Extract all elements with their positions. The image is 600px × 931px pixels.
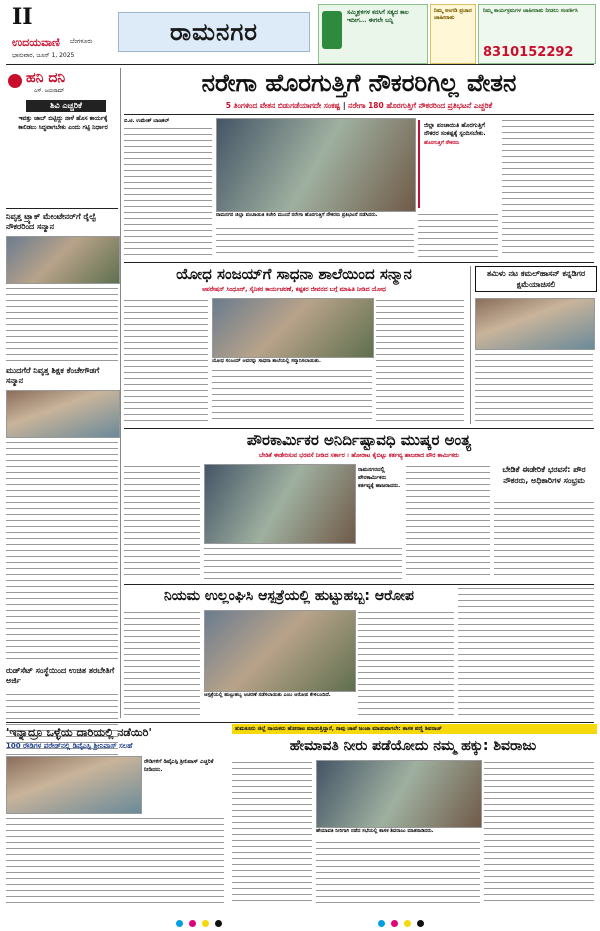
lead-headline: ನರೇಗಾ ಹೊರಗುತ್ತಿಗೆ ನೌಕರರಿಗಿಲ್ಲ ವೇತನ <box>201 69 517 97</box>
ad-shop <box>430 4 476 64</box>
ticker-title: ಶಿವಿ ಎಚ್ಚರಿಕೆ <box>26 100 106 112</box>
section-title: ರಾಮನಗರ <box>169 18 259 46</box>
print-registration-marks <box>0 912 600 924</box>
lead-subhead: 5 ತಿಂಗಳಿಂದ ವೇತನ ಬಿಡುಗಡೆಯಾಗದೇ ಸಂಕಷ್ಟ | ನರೇಗಾ 180 ಹೊರಗುತ್ತಿಗೆ ನೌಕರರಿಂದ ಪ್ರತಿಭಟನೆ ಎಚ್ಚರಿಕೆ <box>225 101 493 110</box>
yoda-photo-caption: ಯೋಧ ಸಂಜಯ್ ಅವರನ್ನು ಸಾಧನಾ ಶಾಲೆಯಲ್ಲಿ ಸನ್ಮಾನಿಸಲಾಯಿತು. <box>212 358 321 364</box>
lead-pullquote: ಜಿಲ್ಲಾ ಪಂಚಾಯಿತಿ ಹೊರಗುತ್ತಿಗೆ ನೌಕರರ ಸಂಕಷ್ಟಕ್ಕೆ ಸ್ಪಂದಿಸಬೇಕು. <box>424 122 486 137</box>
bottom-left-headline: 'ಇನ್ನಾದ್ರೂ ಒಳ್ಳೆಯ ದಾರಿಯಲ್ಲಿ ನಡೆಯಿರಿ' <box>6 726 152 739</box>
brand-title: ಹನಿ ದನಿ <box>26 70 66 86</box>
paura-side-quote: ರಾಮನಗರದಲ್ಲಿ ಪೌರಕಾರ್ಮಿಕರು ಕರ್ತವ್ಯಕ್ಕೆ ಹಾಜರಾದರು. <box>358 467 401 489</box>
lead-subhead-left: 5 ತಿಂಗಳಿಂದ ವೇತನ ಬಿಡುಗಡೆಯಾಗದೇ ಸಂಕಷ್ಟ <box>225 101 341 110</box>
paura-photo <box>204 464 356 544</box>
paura-subhead: ಬೇಡಿಕೆ ಈಡೇರಿಸುವ ಭರವಸೆ ನೀಡಿದ ಸರ್ಕಾರ । ಹೋರಾಟ ಕೈಬಿಟ್ಟು ಕರ್ತವ್ಯ ಹಾಜರಾದ ಪೌರ ಕಾರ್ಮಿಕರು <box>259 452 459 459</box>
page-number: II <box>12 4 33 30</box>
ad-text: ನಿಮ್ಮ ಕಾರ್ಯಕ್ರಮಗಳ ಜಾಹೀರಾತು ನೀಡಲು ಸಂಪರ್ಕಿಸಿ <box>483 8 578 14</box>
ad-text: ಸಮ್ಮಿಶ್ರಳಿಗಳ ಕನಸಿಗೆ ಸತ್ಯದ ಕಾಲ ಇದೀಗ... ಈಗಲೇ ಬನ್ನಿ <box>347 9 409 24</box>
hospital-photo <box>204 610 356 692</box>
bottom-left-subhead: 100 ರೌಡಿಗಳ ಪರೇಡ್‌ನಲ್ಲಿ ಡಿವೈಎಸ್ಪಿ ಶ್ರೀನಿವಾಸ್ ಸಲಹೆ <box>6 742 133 750</box>
lead-pullquote-box <box>418 120 500 208</box>
hospital-headline: ನಿಯಮ ಉಲ್ಲಂಘಿಸಿ ಆಸ್ಪತ್ರೆಯಲ್ಲಿ ಹುಟ್ಟುಹಬ್ಬ: ಆರೋಪ <box>163 588 415 604</box>
section-band <box>118 12 310 52</box>
paper-name: ಉದಯವಾಣಿ <box>12 36 60 49</box>
story3-title: ರುಡ್‌ಸೆಟ್ ಸಂಸ್ಥೆಯಿಂದ ಉಚಿತ ತರಬೇತಿಗೆ ಅರ್ಜಿ <box>6 666 115 685</box>
kamal-headline: ತಮಿಳು ನಟ ಕಮಲ್‌ಹಾಸನ್ ಕನ್ನಡಿಗರ ಕ್ಷಮೆಯಾಚಿಸಲಿ <box>475 266 597 292</box>
story2-title: ಮುದಗೆರೆ ನಿವೃತ್ತ ಶಿಕ್ಷಕ ಕೆಂಚೇಗೌಡಗೆ ಸನ್ಮಾನ <box>6 366 100 385</box>
yoda-photo <box>212 298 374 358</box>
bedike-headline: ಬೇಡಿಕೆ ಈಡೇರಿಕೆ ಭರವಸೆ: ಪೌರ ನೌಕರರು, ಅಧಿಕಾರಿಗಳ ಸಂಭ್ರಮ <box>502 465 586 485</box>
bottom-right-headline: ಹೇಮಾವತಿ ನೀರು ಪಡೆಯೋದು ನಮ್ಮ ಹಕ್ಕು: ಶಿವರಾಜು <box>289 738 537 754</box>
bottom-right-photo <box>316 760 482 828</box>
bottom-left-photo <box>6 756 142 814</box>
brand-byline: ಎಸ್. ಜಯರಾಮ್ <box>34 88 65 94</box>
phone-icon <box>322 11 342 49</box>
paura-headline: ಪೌರಕಾರ್ಮಿಕರ ಅನಿರ್ದಿಷ್ಟಾವಧಿ ಮುಷ್ಕರ ಅಂತ್ಯ <box>246 431 472 449</box>
heart-icon <box>8 74 22 88</box>
hospital-photo-caption: ಆಸ್ಪತ್ರೆಯಲ್ಲಿ ಹುಟ್ಟುಹಬ್ಬ ಆಚರಣೆ ನಡೆಸಲಾಯಿತು ಎಂಬ ಆರೋಪ ಕೇಳಿಬಂದಿದೆ. <box>204 692 331 698</box>
ad-phone-number: 8310152292 <box>483 45 574 60</box>
edition: ಬೆಂಗಳೂರು <box>70 38 93 45</box>
brand-box <box>6 68 118 98</box>
yoda-subhead: ಆಪರೇಷನ್ ಸಿಂಧೂರ್, ಸೈನಿಕರ ಕಾರ್ಯಚರಣೆ, ಕಷ್ಟಕರ ಜೀವನದ ಬಗ್ಗೆ ಮಾಹಿತಿ ನೀಡಿದ ಯೋಧ <box>202 286 386 293</box>
bottom-right-photo-caption: ಹೇಮಾವತಿ ನೀರಿಗಾಗಿ ನಡೆದ ಸಭೆಯಲ್ಲಿ ಶಾಸಕ ಶಿವರಾಜು ಮಾತನಾಡಿದರು. <box>316 828 434 834</box>
masthead <box>0 0 600 66</box>
ad-phone-app <box>318 4 428 64</box>
lead-byline: ಬಿ.ಟಿ. ಉಮೇಶ್ ಬಾಣಕಲ್ <box>124 118 170 124</box>
kamal-photo <box>475 298 595 350</box>
bottom-right-kicker: ತುಮಕೂರು ಜಿಲ್ಲೆ ನಾಯಕರು ಹೋರಾಟ ಮಾಡುತ್ತಿದ್ದಾರೆ, ನಾವು ಚಾಪೆ ಜಂಜಾ ಮಾಡುವಾಗಲೇ: ಶಾಸಕ ಪಣ್ಣಿ ಶಿವರಾಜ್ <box>232 724 597 734</box>
bottom-left-quote: ರೌಡಿಗಳಿಗೆ ಡಿವೈಎಸ್ಪಿ ಶ್ರೀನಿವಾಸ್ ಎಚ್ಚರಿಕೆ ನೀಡಿದರು. <box>144 759 214 773</box>
lead-photo <box>216 118 416 212</box>
lead-pullquote-attr: ಹೊರಗುತ್ತಿಗೆ ನೌಕರರು <box>424 140 460 146</box>
lead-photo-caption: ರಾಮನಗರ ಜಿಲ್ಲಾ ಪಂಚಾಯಿತಿ ಕಚೇರಿ ಮುಂದೆ ನರೇಗಾ ಹೊರಗುತ್ತಿಗೆ ನೌಕರರು ಪ್ರತಿಭಟನೆ ನಡೆಸಿದರು. <box>216 212 378 218</box>
story1-photo <box>6 236 120 284</box>
issue-date: ಭಾನುವಾರ, ಜೂನ್ 1, 2025 <box>12 52 75 59</box>
story1-title: ನಿವೃತ್ತ ಟ್ರ್ಯಾಕ್ ಮೇಂಟೇನರ್‌ಗೆ ರೈಲ್ವೆ ನೌಕರರಿಂದ ಸನ್ಮಾನ <box>6 212 97 231</box>
ticker-text: ಇವತ್ತು ಜಾಬ್ ಬಿಟ್ಟಿದ್ದು ನಾಳೆ ಹೊಸ ಕಾರ್ಯಕ್ಕೆ ಕಾಲಿಡಲು ಸಿದ್ಧವಾಗಬೇಕು ಎಂದು ಗಟ್ಟಿ ನಿರ್ಧಾರ <box>18 115 108 131</box>
bedike-box <box>494 464 594 580</box>
kamal-box <box>470 266 595 424</box>
lead-subhead-right: ನರೇಗಾ 180 ಹೊರಗುತ್ತಿಗೆ ನೌಕರರಿಂದ ಪ್ರತಿಭಟನೆ ಎಚ್ಚರಿಕೆ <box>348 101 493 110</box>
story2-photo <box>6 390 120 438</box>
yoda-headline: ಯೋಧ ಸಂಜಯ್‌ಗೆ ಸಾಧನಾ ಶಾಲೆಯಿಂದ ಸನ್ಮಾನ <box>176 265 412 283</box>
ad-text: ನಿಮ್ಮ ಅಂಗಡಿ ಪ್ರಚಾರ ಜಾಹೀರಾತು <box>434 8 472 21</box>
ad-contact <box>478 4 596 64</box>
